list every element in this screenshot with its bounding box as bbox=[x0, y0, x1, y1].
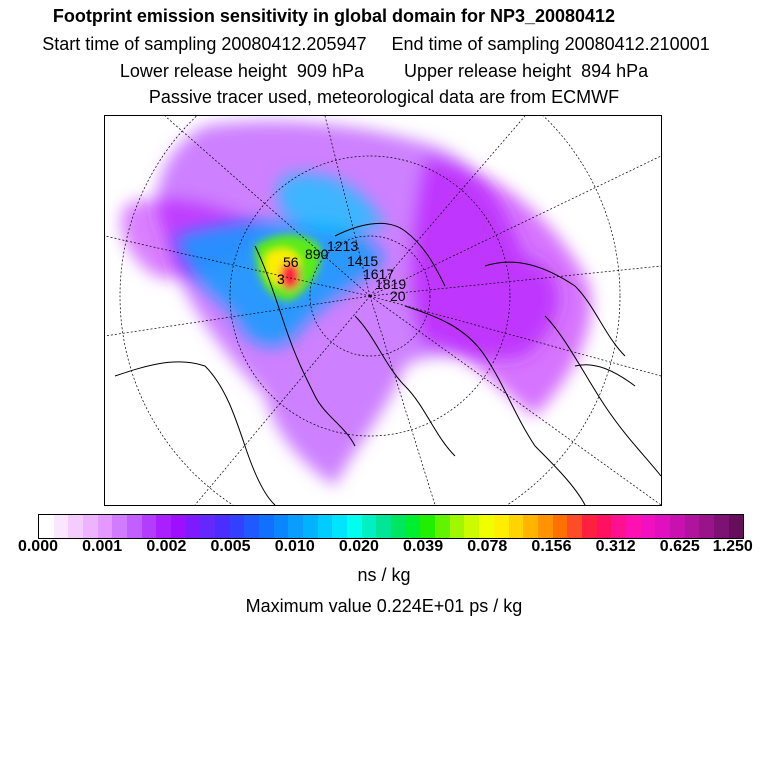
colorbar-segment bbox=[714, 515, 729, 538]
colorbar-segment bbox=[538, 515, 553, 538]
colorbar-segment bbox=[259, 515, 274, 538]
colorbar-segment bbox=[318, 515, 333, 538]
plume-low bbox=[121, 121, 591, 486]
colorbar-segment bbox=[626, 515, 641, 538]
colorbar-segment bbox=[288, 515, 303, 538]
colorbar-segment bbox=[391, 515, 406, 538]
track-label: 3 bbox=[277, 271, 285, 287]
colorbar-segment bbox=[362, 515, 377, 538]
colorbar-segment bbox=[450, 515, 465, 538]
colorbar-tick-label: 0.000 bbox=[17, 538, 58, 555]
colorbar-segment bbox=[479, 515, 494, 538]
colorbar-segment bbox=[244, 515, 259, 538]
colorbar-segment bbox=[142, 515, 157, 538]
colorbar-segment bbox=[494, 515, 509, 538]
colorbar-segment bbox=[509, 515, 524, 538]
colorbar-segment bbox=[347, 515, 362, 538]
colorbar-tick-label: 0.001 bbox=[82, 538, 123, 555]
map-panel bbox=[104, 115, 662, 506]
track-label: 1415 bbox=[347, 253, 379, 269]
colorbar-segment bbox=[523, 515, 538, 538]
colorbar-segment bbox=[435, 515, 450, 538]
colorbar-segment bbox=[274, 515, 289, 538]
map-title: Footprint emission sensitivity in global domain for NP3_20080412 bbox=[52, 6, 616, 26]
sensitivity-map bbox=[105, 116, 661, 505]
release-height-line: Lower release height 909 hPa Upper release height 894 hPa bbox=[119, 61, 649, 81]
tracer-info-line: Passive tracer used, meteorological data are from ECMWF bbox=[148, 87, 620, 107]
colorbar-tick-label: 0.020 bbox=[338, 538, 379, 555]
colorbar-tick-label: 0.156 bbox=[531, 538, 572, 555]
colorbar-tick-label: 0.005 bbox=[210, 538, 251, 555]
colorbar-segment bbox=[699, 515, 714, 538]
colorbar-segment bbox=[186, 515, 201, 538]
colorbar-segment bbox=[685, 515, 700, 538]
colorbar-segment bbox=[406, 515, 421, 538]
colorbar-segment bbox=[127, 515, 142, 538]
colorbar-segment bbox=[98, 515, 113, 538]
track-label: 20 bbox=[390, 288, 406, 304]
colorbar-tick-label: 0.312 bbox=[595, 538, 636, 555]
track-label: 1213 bbox=[327, 238, 359, 254]
colorbar-segment bbox=[597, 515, 612, 538]
colorbar-segment bbox=[39, 515, 54, 538]
track-label: 56 bbox=[283, 254, 299, 270]
colorbar-segment bbox=[641, 515, 656, 538]
colorbar-segment bbox=[464, 515, 479, 538]
colorbar-segment bbox=[171, 515, 186, 538]
maximum-value-label: Maximum value 0.224E+01 ps / kg bbox=[245, 596, 523, 616]
colorbar-segment bbox=[68, 515, 83, 538]
colorbar-tick-label: 0.010 bbox=[274, 538, 315, 555]
colorbar-segment bbox=[582, 515, 597, 538]
colorbar-segment bbox=[553, 515, 568, 538]
colorbar-tick-label: 0.625 bbox=[659, 538, 700, 555]
sampling-time-line: Start time of sampling 20080412.205947 End time of sampling 20080412.210001 bbox=[42, 34, 710, 54]
colorbar-segment bbox=[112, 515, 127, 538]
track-label: 1617 bbox=[363, 266, 395, 282]
colorbar-tick-label: 0.078 bbox=[467, 538, 508, 555]
colorbar-segment bbox=[200, 515, 215, 538]
colorbar-segment bbox=[332, 515, 347, 538]
colorbar-segment bbox=[215, 515, 230, 538]
colorbar-tick-label: 0.002 bbox=[146, 538, 187, 555]
colorbar-segment bbox=[567, 515, 582, 538]
colorbar-segment bbox=[670, 515, 685, 538]
colorbar-unit: ns / kg bbox=[357, 565, 411, 585]
colorbar-segment bbox=[376, 515, 391, 538]
colorbar-tick-label: 0.039 bbox=[403, 538, 444, 555]
colorbar-segment bbox=[655, 515, 670, 538]
colorbar-segment bbox=[230, 515, 245, 538]
colorbar bbox=[38, 514, 744, 539]
colorbar-segment bbox=[729, 515, 744, 538]
colorbar-segment bbox=[303, 515, 318, 538]
colorbar-segment bbox=[83, 515, 98, 538]
track-label: 1819 bbox=[375, 276, 407, 292]
colorbar-segment bbox=[611, 515, 626, 538]
colorbar-segment bbox=[156, 515, 171, 538]
track-label: 890 bbox=[305, 246, 329, 262]
colorbar-segment bbox=[54, 515, 69, 538]
colorbar-segment bbox=[420, 515, 435, 538]
colorbar-tick-label: 1.250 bbox=[712, 538, 753, 555]
